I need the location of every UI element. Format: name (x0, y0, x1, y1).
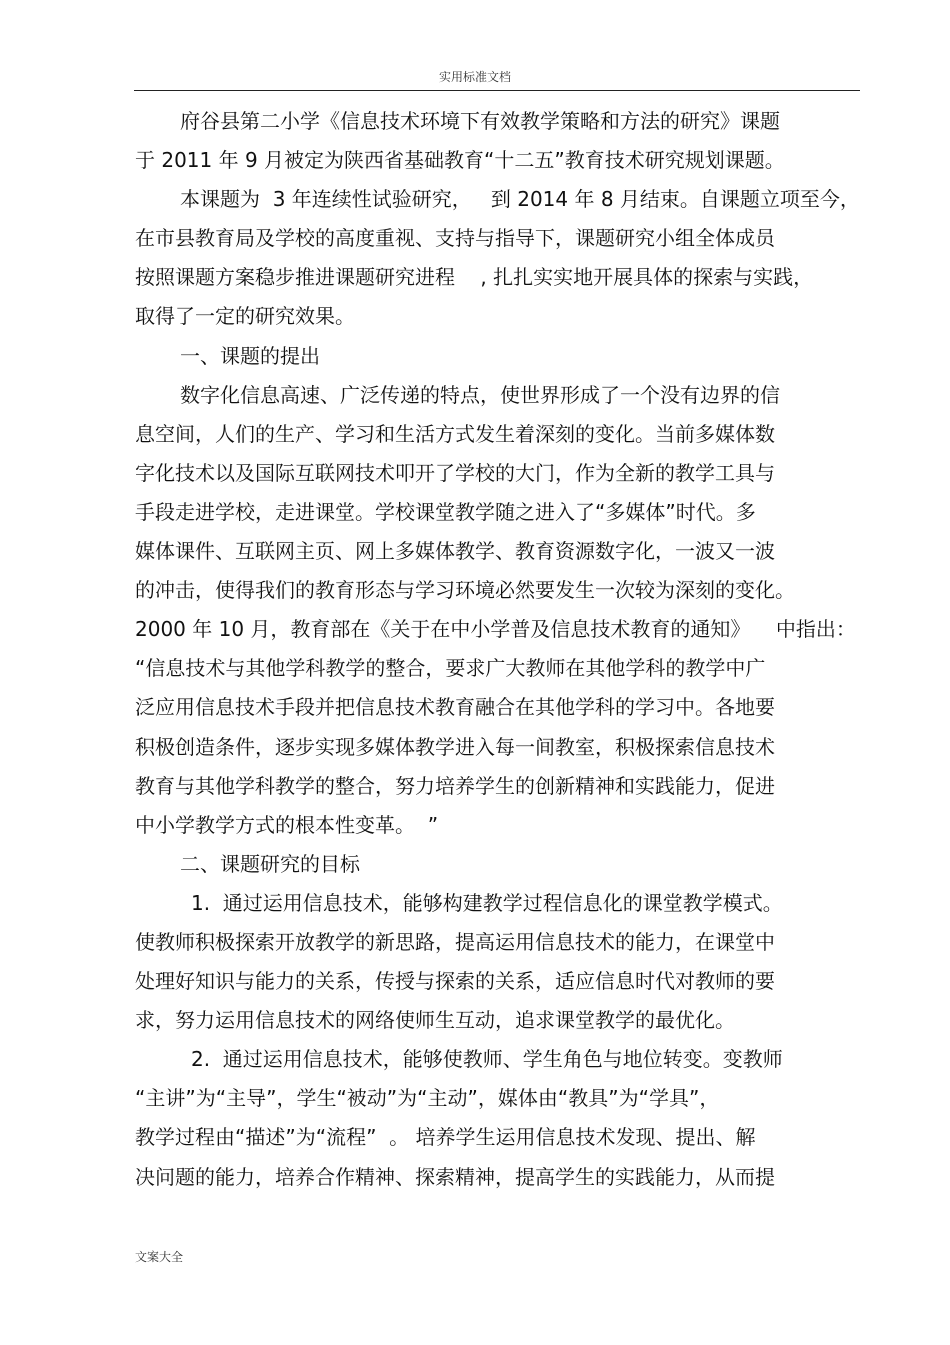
text-line: 决问题的能力，培养合作精神、探索精神，提高学生的实践能力，从而提 (135, 1164, 775, 1189)
text-line: 教育与其他学科教学的整合，努力培养学生的创新精神和实践能力，促进 (135, 773, 775, 798)
text-line: 处理好知识与能力的关系，传授与探索的关系，适应信息时代对教师的要 (135, 969, 775, 994)
header-divider (134, 90, 860, 91)
section-heading: 一、课题的提出 (180, 343, 320, 368)
text-line: 媒体课件、互联网主页、网上多媒体教学、教育资源数字化，一波又一波 (135, 539, 775, 564)
page-footer: 文案大全 (135, 1250, 184, 1264)
document-body (135, 102, 865, 1197)
text-line: “主讲”为“主导”，学生“被动”为“主动”，媒体由“教具”为“学具”， (135, 1086, 720, 1111)
text-line: 教学过程由“描述”为“流程” 。 培养学生运用信息技术发现、提出、解 (135, 1125, 756, 1150)
text-line: 按照课题方案稳步推进课题研究进程 , 扎扎实实地开展具体的探索与实践， (135, 265, 814, 290)
page-header: 实用标准文档 (438, 70, 511, 84)
text-line: 2. 通过运用信息技术，能够使教师、学生角色与地位转变。变教师 (191, 1047, 783, 1072)
section-heading: 二、课题研究的目标 (180, 851, 360, 876)
text-line: 取得了一定的研究效果。 (135, 304, 355, 329)
text-line: 中小学教学方式的根本性变革。 ” (135, 812, 439, 837)
text-line: 求，努力运用信息技术的网络使师生互动，追求课堂教学的最优化。 (135, 1008, 735, 1033)
text-line: 在市县教育局及学校的高度重视、支持与指导下，课题研究小组全体成员 (135, 226, 775, 251)
text-line: 数字化信息高速、广泛传递的特点，使世界形成了一个没有边界的信 (180, 382, 780, 407)
text-line: 息空间，人们的生产、学习和生活方式发生着深刻的变化。当前多媒体数 (135, 421, 775, 446)
text-line: 字化技术以及国际互联网技术叩开了学校的大门，作为全新的教学工具与 (135, 460, 775, 485)
text-line: 1. 通过运用信息技术，能够构建教学过程信息化的课堂教学模式。 (191, 890, 783, 915)
text-line: 泛应用信息技术手段并把信息技术教育融合在其他学科的学习中。各地要 (135, 695, 775, 720)
text-line: 于 2011 年 9 月被定为陕西省基础教育“十二五”教育技术研究规划课题。 (135, 148, 785, 173)
text-line: 府谷县第二小学《信息技术环境下有效教学策略和方法的研究》课题 (180, 109, 780, 133)
text-line: 积极创造条件，逐步实现多媒体教学进入每一间教室，积极探索信息技术 (135, 734, 775, 759)
text-line: 本课题为 3 年连续性试验研究， 到 2014 年 8 月结束。自课题立项至今， (180, 187, 860, 212)
text-line: 的冲击，使得我们的教育形态与学习环境必然要发生一次较为深刻的变化。 (135, 578, 795, 603)
text-line: “信息技术与其他学科教学的整合，要求广大教师在其他学科的教学中广 (135, 656, 766, 681)
text-line: 使教师积极探索开放教学的新思路，提高运用信息技术的能力，在课堂中 (135, 929, 775, 954)
text-line: 2000 年 10 月，教育部在《关于在中小学普及信息技术教育的通知》 中指出： (135, 617, 856, 642)
text-line: 手段走进学校，走进课堂。学校课堂教学随之进入了“多媒体”时代。多 (135, 499, 756, 524)
